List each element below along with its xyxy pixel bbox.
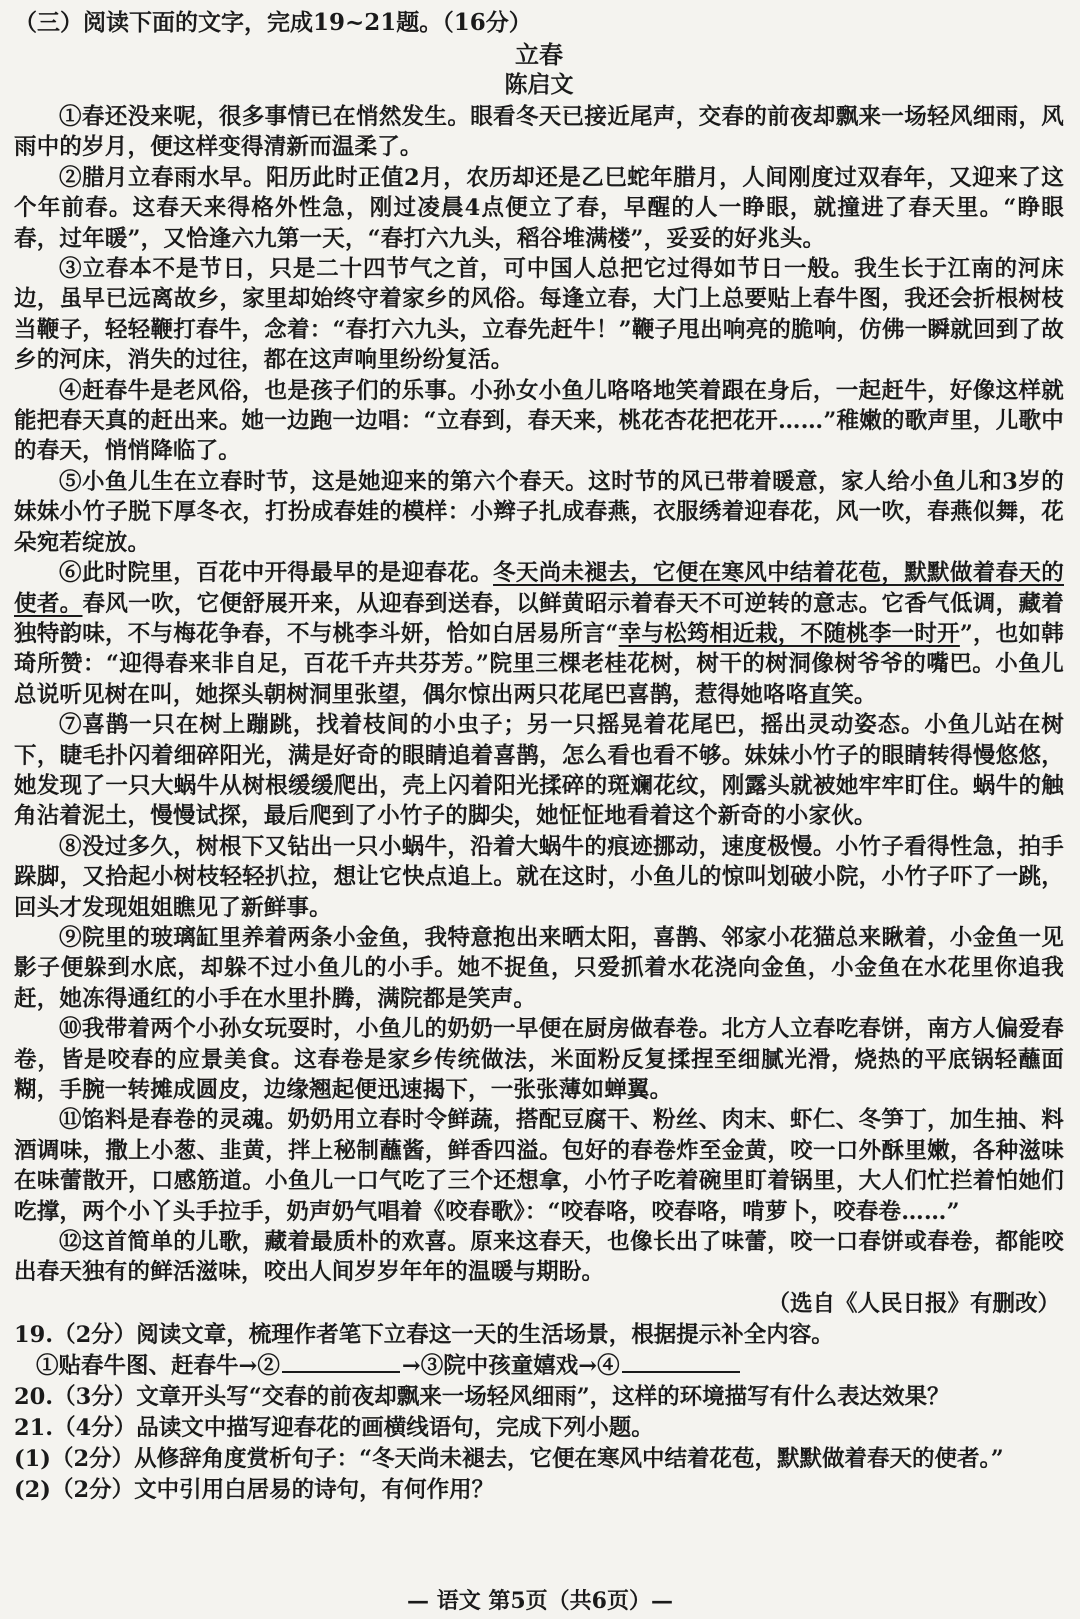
- paragraph-text: ①春还没来呢，很多事情已在悄然发生。眼看冬天已接近尾声，交春的前夜却飘来一场轻风细雨，风雨中的岁月，便这样变得清新而温柔了。: [14, 104, 1064, 161]
- fill-prompt: ①贴春牛图、赶春牛→②: [36, 1352, 280, 1379]
- article-source: （选自《人民日报》有删改）: [767, 1290, 1060, 1317]
- section-heading: （三）阅读下面的文字，完成19~21题。（16分）: [14, 9, 532, 36]
- question-line: 20.（3分）文章开头写“交春的前夜却飘来一场轻风细雨”，这样的环境描写有什么表达效果？: [14, 1383, 950, 1410]
- question-line: (2)（2分）文中引用白居易的诗句，有何作用？: [14, 1476, 495, 1503]
- question-list: [14, 1320, 1064, 1506]
- paragraph-text: ⑤小鱼儿生在立春时节，这是她迎来的第六个春天。这时节的风已带着暖意，家人给小鱼儿和3岁的妹妹小竹子脱下厚冬衣，打扮成春娃的模样：小辫子扎成春燕，衣服绣着迎春花，风一吹，春燕似舞，花朵宛若绽放。: [14, 468, 1064, 556]
- paragraph-text: ②腊月立春雨水早。阳历此时正值2月，农历却还是乙巳蛇年腊月，人间刚度过双春年，又迎来了这个年前春。这春天来得格外性急，刚过凌晨4点便立了春，早醒的人一睁眼，就撞进了春天里。“睁眼春，过年暖”，又恰逢六九第一天，“春打六九头，稻谷堆满楼”，妥妥的好兆头。: [14, 164, 1064, 252]
- paragraph-text: ⑨院里的玻璃缸里养着两条小金鱼，我特意抱出来晒太阳，喜鹊、邻家小花猫总来瞅着，小金鱼一见影子便躲到水底，却躲不过小鱼儿的小手。她不捉鱼，只爱抓着水花浇向金鱼，小金鱼在水花里你追我赶，她冻得通红的小手在水里扑腾，满院都是笑声。: [14, 924, 1064, 1012]
- exam-page: [14, 6, 1064, 1506]
- article-paragraph: [14, 102, 1064, 163]
- underlined-sentence: 幸与松筠相近栽，不随桃李一时开: [618, 620, 960, 647]
- article-body: [14, 102, 1064, 1288]
- article-paragraph: [14, 832, 1064, 923]
- underlined-sentence: 冬天尚未褪去，它便在寒风中结着花苞，默默做着春天的使者。: [14, 560, 1064, 617]
- article-title: 立春: [515, 40, 563, 69]
- page-footer: — 语文 第5页（共6页）—: [407, 1588, 673, 1614]
- paragraph-text: ④赶春牛是老风俗，也是孩子们的乐事。小孙女小鱼儿咯咯地笑着跟在身后，一起赶牛，好像这样就能把春天真的赶出来。她一边跑一边唱：“立春到，春天来，桃花杏花把花开……”稚嫩的歌声里，儿歌中的春天，悄悄降临了。: [14, 377, 1064, 465]
- answer-blank[interactable]: [622, 1351, 740, 1373]
- paragraph-text: ③立春本不是节日，只是二十四节气之首，可中国人总把它过得如节日一般。我生长于江南的河床边，虽早已远离故乡，家里却始终守着家乡的风俗。每逢立春，大门上总要贴上春牛图，我还会折根树枝当鞭子，轻轻鞭打春牛，念着：“春打六九头，立春先赶牛！”鞭子甩出响亮的脆响，仿佛一瞬就回到了故乡的河床，消失的过往，都在这声响里纷纷复活。: [14, 256, 1064, 374]
- article-paragraph: [14, 1014, 1064, 1105]
- paragraph-text: ⑪馅料是春卷的灵魂。奶奶用立春时令鲜蔬，搭配豆腐干、粉丝、肉末、虾仁、冬笋丁，加生抽、料酒调味，撒上小葱、韭黄，拌上秘制蘸酱，鲜香四溢。包好的春卷炸至金黄，咬一口外酥里嫩，各种滋味在味蕾散开，口感筋道。小鱼儿一口气吃了三个还想拿，小竹子吃着碗里盯着锅里，大人们忙拦着怕她们吃撑，两个小丫头手拉手，奶声奶气唱着《咬春歌》：“咬春咯，咬春咯，啃萝卜，咬春卷……”: [14, 1107, 1064, 1225]
- article-paragraph: [14, 923, 1064, 1014]
- paragraph-text: ⑥此时院里，百花中开得最早的是迎春花。: [59, 560, 494, 587]
- article-author: 陈启文: [504, 71, 574, 98]
- article-paragraph: [14, 710, 1064, 832]
- article-paragraph: [14, 163, 1064, 254]
- fill-prompt: →③院中孩童嬉戏→④: [401, 1352, 620, 1379]
- question-line: [14, 1351, 1064, 1382]
- article-paragraph: [14, 1105, 1064, 1227]
- article-paragraph: [14, 376, 1064, 467]
- question-line: 19.（2分）阅读文章，梳理作者笔下立春这一天的生活场景，根据提示补全内容。: [14, 1321, 834, 1348]
- article-paragraph: [14, 467, 1064, 558]
- question-line: 21.（4分）品读文中描写迎春花的画横线语句，完成下列小题。: [14, 1414, 654, 1441]
- paragraph-text: ”，也如韩琦所赞：“迎得春来非自足，百花千卉共芬芳。”院里三棵老桂花树，树干的树洞像树爷爷的嘴巴。小鱼儿总说听见树在叫，她探头朝树洞里张望，偶尔惊出两只花尾巴喜鹊，惹得她咯咯直笑。: [14, 620, 1064, 708]
- article-paragraph: [14, 1227, 1064, 1288]
- paragraph-text: ⑧没过多久，树根下又钻出一只小蜗牛，沿着大蜗牛的痕迹挪动，速度极慢。小竹子看得性急，拍手跺脚，又拾起小树枝轻轻扒拉，想让它快点追上。就在这时，小鱼儿的惊叫划破小院，小竹子吓了一跳，回头才发现姐姐瞧见了新鲜事。: [14, 833, 1064, 921]
- paragraph-text: ⑩我带着两个小孙女玩耍时，小鱼儿的奶奶一早便在厨房做春卷。北方人立春吃春饼，南方人偏爱春卷，皆是咬春的应景美食。这春卷是家乡传统做法，米面粉反复揉捏至细腻光滑，烧热的平底锅轻蘸面糊，手腕一转摊成圆皮，边缘翘起便迅速揭下，一张张薄如蝉翼。: [14, 1016, 1064, 1103]
- paragraph-text: 春风一吹，它便舒展开来，从迎春到送春，以鲜黄昭示着春天不可逆转的意志。它香气低调，藏着独特韵味，不与梅花争春，不与桃李斗妍，恰如白居易所言“: [14, 590, 1064, 647]
- answer-blank[interactable]: [282, 1351, 400, 1373]
- question-line: (1)（2分）从修辞角度赏析句子：“冬天尚未褪去，它便在寒风中结着花苞，默默做着春天的使者。”: [14, 1445, 1004, 1472]
- paragraph-text: ⑫这首简单的儿歌，藏着最质朴的欢喜。原来这春天，也像长出了味蕾，咬一口春饼或春卷，都能咬出春天独有的鲜活滋味，咬出人间岁岁年年的温暖与期盼。: [14, 1229, 1064, 1286]
- paragraph-text: ⑦喜鹊一只在树上蹦跳，找着枝间的小虫子；另一只摇晃着花尾巴，摇出灵动姿态。小鱼儿站在树下，睫毛扑闪着细碎阳光，满是好奇的眼睛追着喜鹊，怎么看也看不够。妹妹小竹子的眼睛转得慢悠悠，她发现了一只大蜗牛从树根缓缓爬出，壳上闪着阳光揉碎的斑斓花纹，刚露头就被她牢牢盯住。蜗牛的触角沾着泥土，慢慢试探，最后爬到了小竹子的脚尖，她怔怔地看着这个新奇的小家伙。: [14, 712, 1064, 830]
- article-paragraph: [14, 254, 1064, 376]
- article-paragraph: [14, 558, 1064, 710]
